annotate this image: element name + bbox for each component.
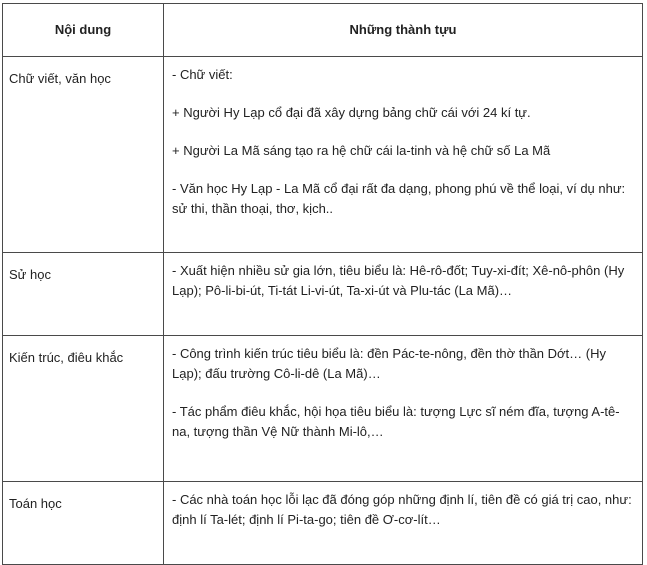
row-achievements	[164, 57, 643, 253]
row-topic: Kiến trúc, điêu khắc	[3, 336, 164, 482]
achievements-table	[2, 3, 643, 565]
row-achievements	[164, 253, 643, 336]
achievement-item: - Tác phẩm điêu khắc, hội họa tiêu biểu là: tượng Lực sĩ ném đĩa, tượng A-tê-na, tượng thần Vệ Nữ thành Mi-lô,…	[172, 404, 620, 439]
row-achievements	[164, 482, 643, 565]
achievement-item: - Các nhà toán học lỗi lạc đã đóng góp những định lí, tiên đề có giá trị cao, như: định lí Ta-lét; định lí Pi-ta-go; tiên đề Ơ-cơ-lít…	[172, 492, 632, 527]
row-topic: Sử học	[3, 253, 164, 336]
row-topic: Chữ viết, văn học	[3, 57, 164, 253]
header-content: Nội dung	[3, 4, 164, 57]
table-row	[3, 482, 643, 565]
achievement-item: + Người Hy Lạp cổ đại đã xây dựng bảng chữ cái với 24 kí tự.	[172, 105, 531, 120]
table-row	[3, 57, 643, 253]
table-row	[3, 253, 643, 336]
achievement-item: - Văn học Hy Lạp - La Mã cổ đại rất đa dạng, phong phú về thể loại, ví dụ như: sử thi, thần thoại, thơ, kịch..	[172, 181, 626, 216]
table-row	[3, 336, 643, 482]
achievement-item: - Công trình kiến trúc tiêu biểu là: đền Pác-te-nông, đền thờ thần Dớt… (Hy Lạp); đấu trường Cô-li-dê (La Mã)…	[172, 346, 606, 381]
achievement-item: - Xuất hiện nhiều sử gia lớn, tiêu biểu là: Hê-rô-đốt; Tuy-xi-đít; Xê-nô-phôn (Hy Lạp); Pô-li-bi-út, Ti-tát Li-vi-út, Ta-xi-út và Plu-tác (La Mã)…	[172, 263, 625, 298]
achievement-item: + Người La Mã sáng tạo ra hệ chữ cái la-tinh và hệ chữ số La Mã	[172, 143, 551, 158]
row-achievements	[164, 336, 643, 482]
achievement-item: - Chữ viết:	[172, 67, 233, 82]
header-achievements: Những thành tựu	[164, 4, 643, 57]
table-header-row	[3, 4, 643, 57]
row-topic: Toán học	[3, 482, 164, 565]
